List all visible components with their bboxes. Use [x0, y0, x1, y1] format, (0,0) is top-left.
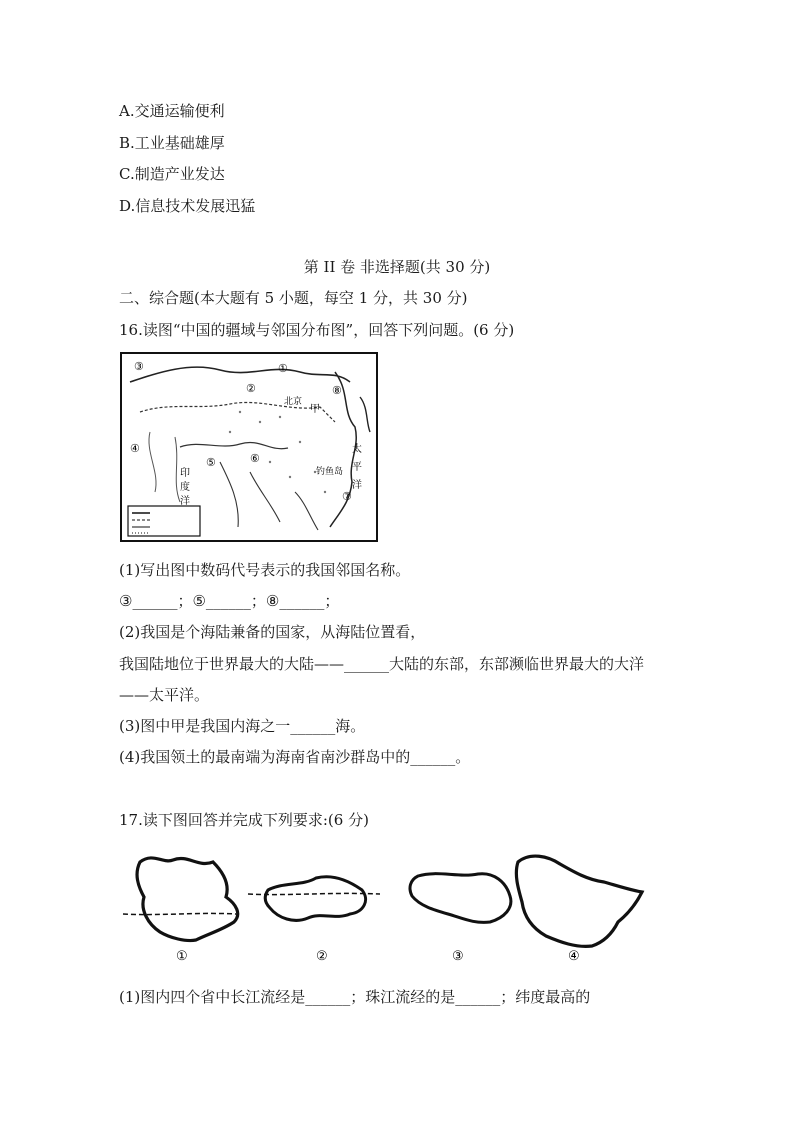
province-outlines-figure	[118, 842, 678, 970]
map-label-yin: 印	[180, 468, 190, 479]
q16-part1-blanks: ③______；⑤______；⑧______；	[119, 592, 340, 610]
province-outline-3	[410, 874, 511, 923]
map-label-3: ③	[134, 360, 144, 373]
section-title: 第 II 卷 非选择题(共 30 分)	[303, 258, 491, 276]
q17-part1: (1)图内四个省中长江流经是______；珠江流经的是______；纬度最高的	[119, 988, 591, 1006]
china-map-figure	[120, 352, 378, 546]
figure-label-2: ②	[316, 949, 328, 964]
province-outline-1	[137, 858, 238, 941]
q16-part1: (1)写出图中数码代号表示的我国邻国名称。	[119, 561, 411, 579]
option-a: A.交通运输便利	[119, 102, 225, 120]
q17-stem: 17.读下图回答并完成下列要求:(6 分)	[119, 811, 369, 829]
q16-part2: (2)我国是个海陆兼备的国家，从海陆位置看，	[119, 623, 426, 641]
option-d: D.信息技术发展迅猛	[119, 197, 256, 215]
q16-part2-line2: 我国陆地位于世界最大的大陆——______大陆的东部，东部濒临世界最大的大洋	[119, 655, 645, 673]
map-label-1: ①	[278, 362, 288, 375]
q16-stem: 16.读图“中国的疆域与邻国分布图”，回答下列问题。(6 分)	[119, 321, 515, 339]
figure-label-1: ①	[176, 949, 188, 964]
q16-part3: (3)图中甲是我国内海之一______海。	[119, 717, 366, 735]
map-legend	[128, 506, 200, 536]
map-label-8: ⑧	[332, 384, 342, 397]
map-label-du: 度	[180, 482, 190, 493]
map-label-6: ⑥	[250, 452, 260, 465]
map-label-diaoyu: 钓鱼岛	[316, 467, 344, 477]
map-label-yang2: 洋	[180, 496, 190, 507]
figure-label-4: ④	[568, 949, 580, 964]
map-label-7: ⑦	[342, 490, 352, 503]
latitude-line-2	[248, 893, 380, 894]
section-heading: 二、综合题(本大题有 5 小题，每空 1 分，共 30 分)	[119, 289, 468, 307]
map-label-yang: 洋	[352, 480, 362, 491]
option-b: B.工业基础雄厚	[119, 134, 225, 152]
province-outline-4	[516, 856, 642, 946]
map-label-2: ②	[246, 382, 256, 395]
map-label-jia: 甲	[310, 404, 320, 415]
figure-label-3: ③	[452, 949, 464, 964]
map-label-ping: 平	[352, 462, 362, 473]
map-label-tai: 太	[352, 444, 362, 455]
province-outline-2	[265, 877, 365, 921]
map-label-5: ⑤	[206, 456, 216, 469]
q16-part2-line3: ——太平洋。	[119, 686, 210, 704]
q16-part4: (4)我国领土的最南端为海南省南沙群岛中的______。	[119, 748, 471, 766]
map-label-4: ④	[130, 442, 140, 455]
latitude-line-1	[123, 913, 236, 914]
option-c: C.制造产业发达	[119, 165, 225, 183]
map-label-beijing: 北京	[284, 397, 303, 407]
